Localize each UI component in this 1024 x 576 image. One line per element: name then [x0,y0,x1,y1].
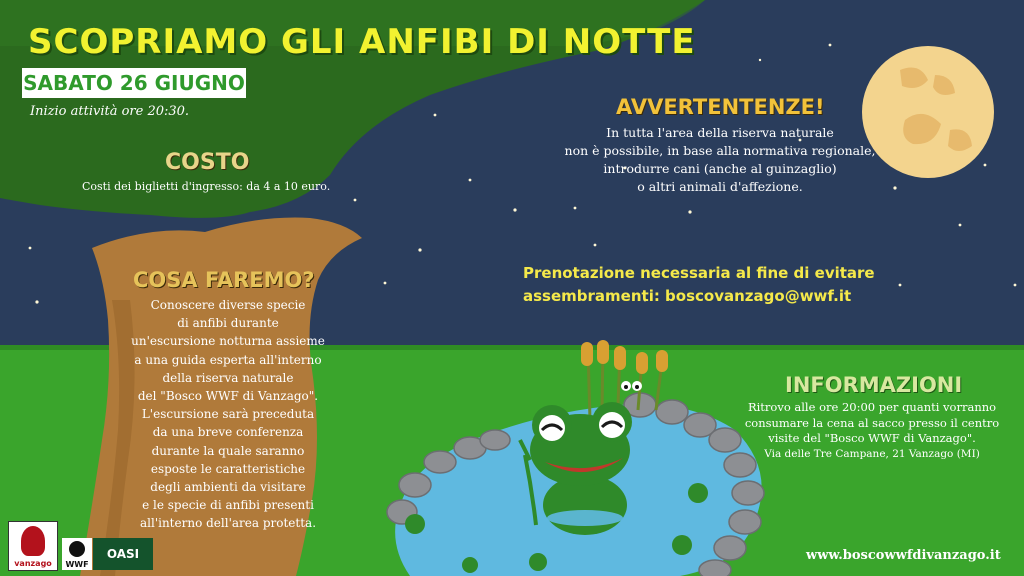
vanzago-logo-label: vanzago [14,559,52,568]
event-date-badge: SABATO 26 GIUGNO [22,68,246,98]
oasi-logo: OASI [93,538,153,570]
avvertenze-heading: AVVERTENTENZE! [616,95,825,119]
cosa-faremo-line: all'interno dell'area protetta. [139,516,317,531]
prenotazione-notice [523,262,903,308]
website-link[interactable]: www.boscowwfdivanzago.it [806,548,1001,563]
avvertenze-line: non è possibile, in base alla normativa regionale, [564,143,876,158]
cosa-faremo-heading: COSA FAREMO? [133,268,315,292]
avvertenze-line: o altri animali d'affezione. [637,179,803,194]
cosa-faremo-text [104,296,352,533]
event-title: SCOPRIAMO GLI ANFIBI DI NOTTE [28,22,696,62]
cosa-faremo-line: Conoscere diverse specie [150,298,306,312]
cosa-faremo-line: di anfibi durante [177,316,279,331]
cosa-faremo-line: a una guida esperta all'interno [134,352,322,367]
prenotazione-line: Prenotazione necessaria al fine di evitare [523,264,875,282]
cosa-faremo-line: della riserva naturale [162,370,294,385]
cosa-faremo-line: del "Bosco WWF di Vanzago". [137,389,319,404]
deer-icon [21,526,45,556]
avvertenze-line: In tutta l'area della riserva naturale [606,125,834,140]
panda-icon [69,541,85,557]
informazioni-address: Via delle Tre Campane, 21 Vanzago (MI) [764,447,980,460]
informazioni-heading: INFORMAZIONI [785,373,963,397]
wwf-logo [62,538,92,570]
avvertenze-text [540,124,900,196]
cosa-faremo-line: durante la quale saranno [151,443,305,458]
avvertenze-line: introdurre cani (anche al guinzaglio) [603,161,837,176]
costo-text: Costi dei biglietti d'ingresso: da 4 a 10 euro. [82,180,331,193]
wwf-logo-label: WWF [65,560,89,569]
cosa-faremo-line: e le specie di anfibi presenti [142,498,314,513]
informazioni-line: consumare la cena al sacco presso il centro [744,415,1000,430]
cosa-faremo-line: degli ambienti da visitare [150,480,306,495]
informazioni-line: visite del "Bosco WWF di Vanzago". [768,431,976,445]
cosa-faremo-line: un'escursione notturna assieme [131,334,325,349]
cosa-faremo-line: L'escursione sarà preceduta [141,407,315,422]
prenotazione-email-line[interactable]: assembramenti: boscovanzago@wwf.it [523,287,852,305]
costo-heading: COSTO [165,150,250,175]
vanzago-logo [8,521,58,571]
start-time: Inizio attività ore 20:30. [30,104,190,119]
cosa-faremo-line: esposte le caratteristiche [150,461,306,476]
informazioni-line: Ritrovo alle ore 20:00 per quanti vorranno [747,400,997,414]
informazioni-text [722,400,1022,462]
cosa-faremo-line: da una breve conferenza [152,425,304,440]
